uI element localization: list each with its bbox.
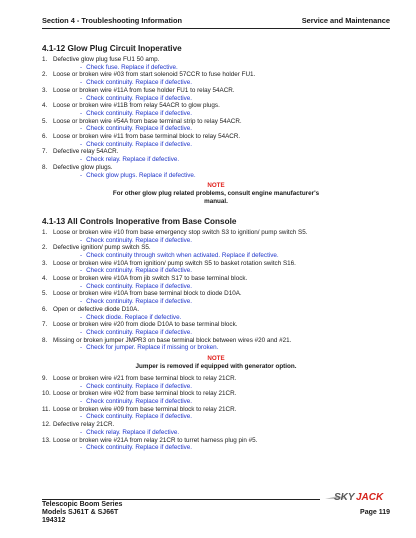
item-text: Defective ignition/ pump switch S5. xyxy=(53,244,151,252)
item-number: 9. xyxy=(42,374,48,382)
page-footer xyxy=(42,487,390,527)
item-text: Loose or broken wire #10A from base terminal block to diode D10A. xyxy=(53,290,242,298)
footer-rule xyxy=(42,499,320,500)
footer-models: Models SJ61T & SJ66T xyxy=(42,509,119,516)
item-text: Loose or broken wire #11A from fuse holder FU1 to relay 54ACR. xyxy=(53,86,235,94)
item-text: Open or defective diode D10A. xyxy=(53,305,140,313)
list-item: 12. Defective relay 21CR. - Check relay. Replace if defective. xyxy=(42,421,180,436)
note-text: For other glow plug related problems, consult engine manufacturer's manual. xyxy=(112,190,320,206)
item-text: Missing or broken jumper JMPR3 on base terminal block between wires #20 and #21. xyxy=(53,336,292,344)
item-text: Defective relay 54ACR. xyxy=(53,148,119,156)
header-rule xyxy=(42,28,390,29)
item-action: Check continuity. Replace if defective. xyxy=(86,140,193,148)
item-text: Loose or broken wire #54A from base terminal strip to relay 54ACR. xyxy=(53,117,242,125)
note-block xyxy=(42,355,390,371)
footer-doc-number: 194312 xyxy=(42,517,66,524)
list-item: 4. Loose or broken wire #10A from jib switch S17 to base terminal block. - Check continuity. Replace if defective. xyxy=(42,275,248,290)
item-action: Check continuity. Replace if defective. xyxy=(86,236,193,244)
item-text: Loose or broken wire #03 from start solenoid 57CCR to fuse holder FU1. xyxy=(53,71,256,79)
item-number: 6. xyxy=(42,305,48,313)
note-text: Jumper is removed if equipped with generator option. xyxy=(135,363,297,371)
item-text: Loose or broken wire #09 from base terminal block to relay 21CR. xyxy=(53,405,237,413)
item-action: Check continuity. Replace if defective. xyxy=(86,125,193,133)
item-action: Check continuity. Replace if defective. xyxy=(86,328,193,336)
item-action: Check continuity. Replace if defective. xyxy=(86,109,193,117)
skyjack-logo xyxy=(322,487,390,505)
item-text: Defective glow plugs. xyxy=(53,163,113,171)
item-action: Check continuity. Replace if defective. xyxy=(86,382,193,390)
note-label: NOTE xyxy=(207,355,225,363)
list-item: 4. Loose or broken wire #11B from relay 54ACR to glow plugs. - Check continuity. Replace if defective. xyxy=(42,102,220,117)
item-number: 11. xyxy=(42,405,51,413)
list-item: 7. Defective relay 54ACR. - Check relay. Replace if defective. xyxy=(42,148,180,164)
item-text: Loose or broken wire #10 from base emergency stop switch S3 to ignition/ pump switch S5. xyxy=(53,228,308,236)
item-action: Check for jumper. Replace if missing or broken. xyxy=(86,344,219,352)
item-text: Defective relay 21CR. xyxy=(53,421,115,429)
header-section-title: Section 4 - Troubleshooting Information xyxy=(42,16,183,25)
list-item: 6. Open or defective diode D10A. - Check diode. Replace if defective. xyxy=(42,305,182,321)
list-item: 8. Defective glow plugs. - Check glow plugs. Replace if defective. xyxy=(42,163,196,179)
item-action: Check glow plugs. Replace if defective. xyxy=(86,171,196,179)
item-number: 4. xyxy=(42,102,48,110)
item-action: Check diode. Replace if defective. xyxy=(86,313,182,321)
item-action: Check relay. Replace if defective. xyxy=(86,156,180,164)
list-item: 10. Loose or broken wire #02 from base terminal block to relay 21CR. - Check continuity. Replace if defective. xyxy=(42,390,237,405)
list-item: 3. Loose or broken wire #10A from ignition/ pump switch S5 to basket rotation switch S16. - Check continuity. Replace if defective. xyxy=(42,259,296,275)
list-item: 3. Loose or broken wire #11A from fuse holder FU1 to relay 54ACR. - Check continuity. Replace if defective. xyxy=(42,86,235,102)
troubleshooting-list-continued xyxy=(42,375,390,452)
list-item: 1. Defective glow plug fuse FU1 50 amp. - Check fuse. Replace if defective. xyxy=(42,56,178,71)
item-number: 1. xyxy=(42,228,48,236)
item-action: Check continuity. Replace if defective. xyxy=(86,444,193,452)
list-item: 2. Defective ignition/ pump switch S5. - Check continuity through switch when activated. Replace if defective. xyxy=(42,244,279,259)
item-text: Loose or broken wire #20 from diode D10A to base terminal block. xyxy=(53,321,238,329)
note-block xyxy=(42,182,390,206)
item-number: 3. xyxy=(42,259,48,267)
item-action: Check continuity. Replace if defective. xyxy=(86,282,193,290)
list-item: 5. Loose or broken wire #10A from base terminal block to diode D10A. - Check continuity. Replace if defective. xyxy=(42,290,242,306)
item-action: Check continuity. Replace if defective. xyxy=(86,398,193,405)
item-action: Check continuity. Replace if defective. xyxy=(86,267,193,275)
item-action: Check continuity. Replace if defective. xyxy=(86,94,193,102)
item-number: 6. xyxy=(42,133,48,141)
item-number: 1. xyxy=(42,56,48,63)
item-number: 12. xyxy=(42,421,51,429)
item-number: 2. xyxy=(42,244,48,252)
item-text: Loose or broken wire #10A from jib switch S17 to base terminal block. xyxy=(53,275,248,283)
list-item: 5. Loose or broken wire #54A from base terminal strip to relay 54ACR. - Check continuity. Replace if defective. xyxy=(42,117,242,133)
svg-text:SKY: SKY xyxy=(334,492,355,503)
item-text: Loose or broken wire #10A from ignition/ pump switch S5 to basket rotation switch S16. xyxy=(53,259,296,267)
item-action: Check continuity. Replace if defective. xyxy=(86,79,193,87)
item-text: Loose or broken wire #21 from base terminal block to relay 21CR. xyxy=(53,374,237,382)
item-action: Check relay. Replace if defective. xyxy=(86,428,180,436)
item-number: 7. xyxy=(42,321,48,329)
list-item: 1. Loose or broken wire #10 from base emergency stop switch S3 to ignition/ pump switch S5. - Check continuity. Replace if defective. xyxy=(42,228,308,244)
item-number: 7. xyxy=(42,148,48,156)
troubleshooting-list xyxy=(42,229,390,352)
item-number: 5. xyxy=(42,117,48,125)
item-text: Loose or broken wire #21A from relay 21CR to turret harness plug pin #5. xyxy=(53,436,258,444)
item-text: Loose or broken wire #11 from base terminal block to relay 54ACR. xyxy=(53,133,241,141)
svg-text:JACK: JACK xyxy=(356,492,384,503)
list-item: 6. Loose or broken wire #11 from base terminal block to relay 54ACR. - Check continuity. Replace if defective. xyxy=(42,133,241,148)
section-title: 4.1-13 All Controls Inoperative from Base Console xyxy=(42,216,237,226)
item-number: 8. xyxy=(42,336,48,344)
item-text: Defective glow plug fuse FU1 50 amp. xyxy=(53,56,160,63)
item-number: 4. xyxy=(42,275,48,283)
page-header xyxy=(42,16,390,30)
page-content xyxy=(42,44,390,452)
item-text: Loose or broken wire #02 from base terminal block to relay 21CR. xyxy=(53,390,237,398)
item-number: 8. xyxy=(42,163,48,171)
item-action: Check fuse. Replace if defective. xyxy=(86,63,178,71)
item-number: 2. xyxy=(42,71,48,79)
troubleshooting-list xyxy=(42,56,390,179)
item-number: 3. xyxy=(42,86,48,94)
list-item: 7. Loose or broken wire #20 from diode D10A to base terminal block. - Check continuity. Replace if defective. xyxy=(42,321,238,336)
list-item: 11. Loose or broken wire #09 from base terminal block to relay 21CR. - Check continuity. Replace if defective. xyxy=(42,405,237,421)
item-action: Check continuity through switch when activated. Replace if defective. xyxy=(86,251,279,259)
page-number: Page 119 xyxy=(360,509,390,516)
list-item: 2. Loose or broken wire #03 from start solenoid 57CCR to fuse holder FU1. - Check continuity. Replace if defective. xyxy=(42,71,256,87)
item-action: Check continuity. Replace if defective. xyxy=(86,413,193,421)
header-title: Service and Maintenance xyxy=(301,16,390,25)
section-title: 4.1-12 Glow Plug Circuit Inoperative xyxy=(42,44,182,53)
note-label: NOTE xyxy=(207,182,225,190)
item-text: Loose or broken wire #11B from relay 54ACR to glow plugs. xyxy=(53,102,220,110)
list-item: 13. Loose or broken wire #21A from relay 21CR to turret harness plug pin #5. - Check continuity. Replace if defective. xyxy=(42,436,258,452)
item-number: 5. xyxy=(42,290,48,298)
item-number: 10. xyxy=(42,390,51,398)
item-action: Check continuity. Replace if defective. xyxy=(86,298,193,306)
list-item: 9. Loose or broken wire #21 from base terminal block to relay 21CR. - Check continuity. Replace if defective. xyxy=(42,374,237,390)
item-number: 13. xyxy=(42,436,51,444)
footer-series: Telescopic Boom Series xyxy=(42,501,123,508)
list-item: 8. Missing or broken jumper JMPR3 on base terminal block between wires #20 and #21. - Check for jumper. Replace if missing or broken. xyxy=(42,336,292,352)
